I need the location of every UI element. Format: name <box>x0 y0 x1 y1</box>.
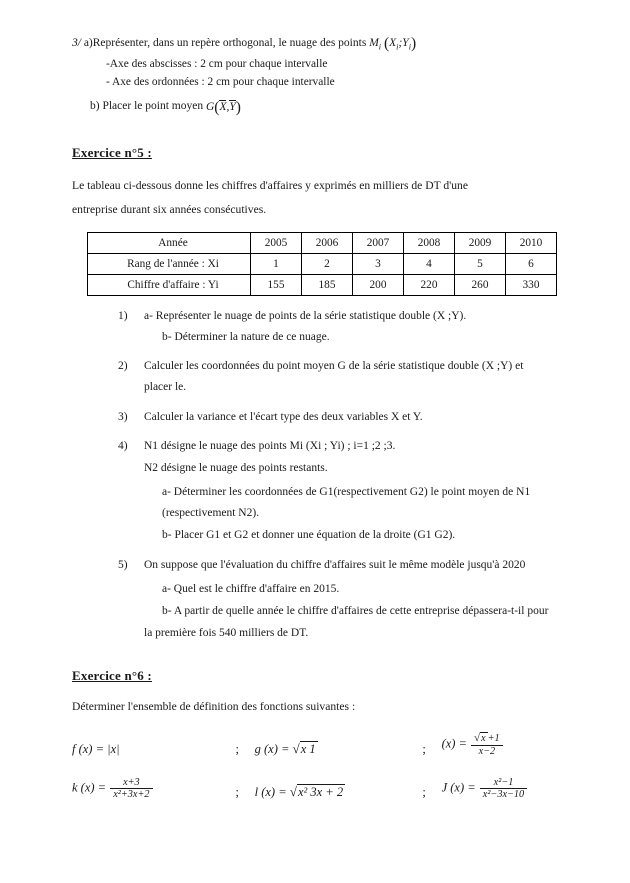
exercise-5-intro-line-1: Le tableau ci-dessous donne les chiffres d'affaires y exprimés en milliers de DT d'une <box>72 179 468 193</box>
function-g-radicand: x 1 <box>300 741 316 756</box>
function-k-prefix: k (x) = <box>72 780 110 795</box>
exercise-6-title: Exercice n°6 <box>72 668 144 684</box>
exercise-5-intro-line-2: entreprise durant six années consécutives. <box>72 203 267 217</box>
function-h-num-tail: +1 <box>487 732 500 744</box>
question-3-number: 3) <box>118 410 128 423</box>
table-cell: 6 <box>506 253 557 274</box>
table-cell: 2005 <box>251 232 302 253</box>
section-3-item-b <box>90 95 572 119</box>
question-5 <box>118 555 572 644</box>
table-cell: 155 <box>251 274 302 295</box>
section-3-b-text: Placer le point moyen <box>102 100 204 113</box>
function-h-prefix: (x) = <box>441 736 471 751</box>
question-1-item-b: b- Déterminer la nature de ce nuage. <box>162 330 330 343</box>
table-cell: 260 <box>455 274 506 295</box>
question-4-line-1: N1 désigne le nuage des points Mi (Xi ; Yi) ; i=1 ;2 ;3. <box>144 439 396 452</box>
table-cell: 2007 <box>353 232 404 253</box>
function-h-denominator: x−2 <box>471 745 503 757</box>
function-k-numerator: x+3 <box>123 776 140 788</box>
sqrt-icon: √x² 3x + 2 <box>289 784 344 800</box>
question-5-number: 5) <box>118 559 128 572</box>
section-3-a-text: Représenter, dans un repère orthogonal, le nuage des points <box>92 37 367 50</box>
sqrt-icon: √x 1 <box>292 740 316 756</box>
table-cell: 5 <box>455 253 506 274</box>
fraction <box>110 777 152 801</box>
question-4-item-b: b- Placer G1 et G2 et donner une équation de la droite (G1 G2). <box>162 529 456 542</box>
table-row <box>88 253 557 274</box>
question-5-item-b: b- A partir de quelle année le chiffre d'affaires de cette entreprise dépassera-t-il pour <box>162 604 549 617</box>
exercise-5-heading <box>72 145 572 161</box>
function-row1-separator-2: ; <box>422 741 426 756</box>
question-1-number: 1) <box>118 309 128 322</box>
function-j-denominator: x²−3x−10 <box>480 788 527 800</box>
function-l-radicand: x² 3x + 2 <box>297 785 344 800</box>
question-2 <box>118 356 572 399</box>
question-4-item-a-cont: (respectivement N2). <box>162 507 260 520</box>
function-row2-separator-1: ; <box>235 785 239 800</box>
fraction <box>480 777 527 801</box>
function-h <box>442 732 572 757</box>
function-j-prefix: J (x) = <box>441 780 479 795</box>
table-cell: 1 <box>251 253 302 274</box>
sqrt-icon: √x <box>474 731 486 744</box>
exercise-6-intro: Déterminer l'ensemble de définition des fonctions suivantes : <box>72 700 356 714</box>
question-5-line-1: On suppose que l'évaluation du chiffre d'affaires suit le même modèle jusqu'à 2020 <box>144 559 526 572</box>
question-5-item-b-cont: la première fois 540 milliers de DT. <box>144 626 309 639</box>
table-cell: 2010 <box>506 232 557 253</box>
question-3-line-1: Calculer la variance et l'écart type des deux variables X et Y. <box>144 410 423 423</box>
table-row <box>88 232 557 253</box>
table-cell: 2 <box>302 253 353 274</box>
question-2-line-2: placer le. <box>144 381 187 394</box>
table-cell: 200 <box>353 274 404 295</box>
question-1-item-a: a- Représenter le nuage de points de la série statistique double (X ;Y). <box>144 309 467 322</box>
section-3-bullet-2: - Axe des ordonnées : 2 cm pour chaque intervalle <box>106 75 335 88</box>
math-comma: , <box>226 100 230 113</box>
exercise-6-title-colon: : <box>143 668 152 684</box>
section-3-item-a <box>72 32 572 56</box>
table-cell: Rang de l'année : Xi <box>88 253 251 274</box>
question-2-number: 2) <box>118 360 128 373</box>
question-5-item-a: a- Quel est le chiffre d'affaire en 2015. <box>162 582 340 595</box>
question-3 <box>118 407 572 428</box>
exercise-5-questions <box>72 306 572 645</box>
question-4-line-2: N2 désigne le nuage des points restants. <box>144 461 328 474</box>
question-1 <box>118 306 572 349</box>
function-k <box>72 777 220 801</box>
question-4 <box>118 436 572 547</box>
section-3-number: 3/ <box>72 37 81 50</box>
question-4-item-a: a- Déterminer les coordonnées de G1(respectivement G2) le point moyen de N1 <box>162 485 531 498</box>
exercise-6-heading <box>72 668 572 684</box>
fraction <box>471 732 503 757</box>
function-h-num-radicand: x <box>481 732 486 744</box>
function-row2-separator-2: ; <box>422 785 426 800</box>
table-cell: 2006 <box>302 232 353 253</box>
exercise-5-title-colon: : <box>143 145 152 161</box>
point-moyen-g: G <box>205 100 215 113</box>
table-cell: 3 <box>353 253 404 274</box>
statistics-table <box>87 232 557 296</box>
y-bar: Y <box>229 100 236 113</box>
function-j <box>442 777 572 801</box>
table-cell: 220 <box>404 274 455 295</box>
table-cell: 2008 <box>404 232 455 253</box>
function-l-prefix: l (x) = <box>254 785 290 800</box>
function-g <box>255 741 407 757</box>
exercise-6-functions-row-1 <box>72 732 572 757</box>
table-cell: 330 <box>506 274 557 295</box>
section-3-b-label: b) <box>90 100 100 113</box>
exercise-5-title: Exercice n°5 <box>72 145 144 161</box>
table-cell: 4 <box>404 253 455 274</box>
table-cell: 2009 <box>455 232 506 253</box>
question-2-line-1: Calculer les coordonnées du point moyen G de la série statistique double (X ;Y) et <box>144 360 524 373</box>
function-k-denominator: x²+3x+2 <box>110 788 152 800</box>
section-3-a-math: $M_i$ $(X_i;Y_i)$ <box>369 35 417 52</box>
function-l <box>255 784 407 800</box>
function-g-prefix: g (x) = <box>254 741 293 756</box>
function-row1-separator-1: ; <box>235 741 239 756</box>
section-3-a-label: a) <box>83 37 93 50</box>
section-3-bullet-1: -Axe des abscisses : 2 cm pour chaque intervalle <box>106 58 328 71</box>
table-cell: Année <box>88 232 251 253</box>
section-3-b-math: G(X,Y) <box>205 98 241 116</box>
question-4-number: 4) <box>118 439 128 452</box>
section-3 <box>72 32 572 119</box>
table-cell: Chiffre d'affaire : Yi <box>88 274 251 295</box>
table-row <box>88 274 557 295</box>
function-j-numerator: x²−1 <box>493 776 514 788</box>
exercise-6-functions-row-2 <box>72 777 572 801</box>
x-bar: X <box>219 100 227 113</box>
function-f: f (x) = |x| <box>72 741 120 756</box>
table-cell: 185 <box>302 274 353 295</box>
